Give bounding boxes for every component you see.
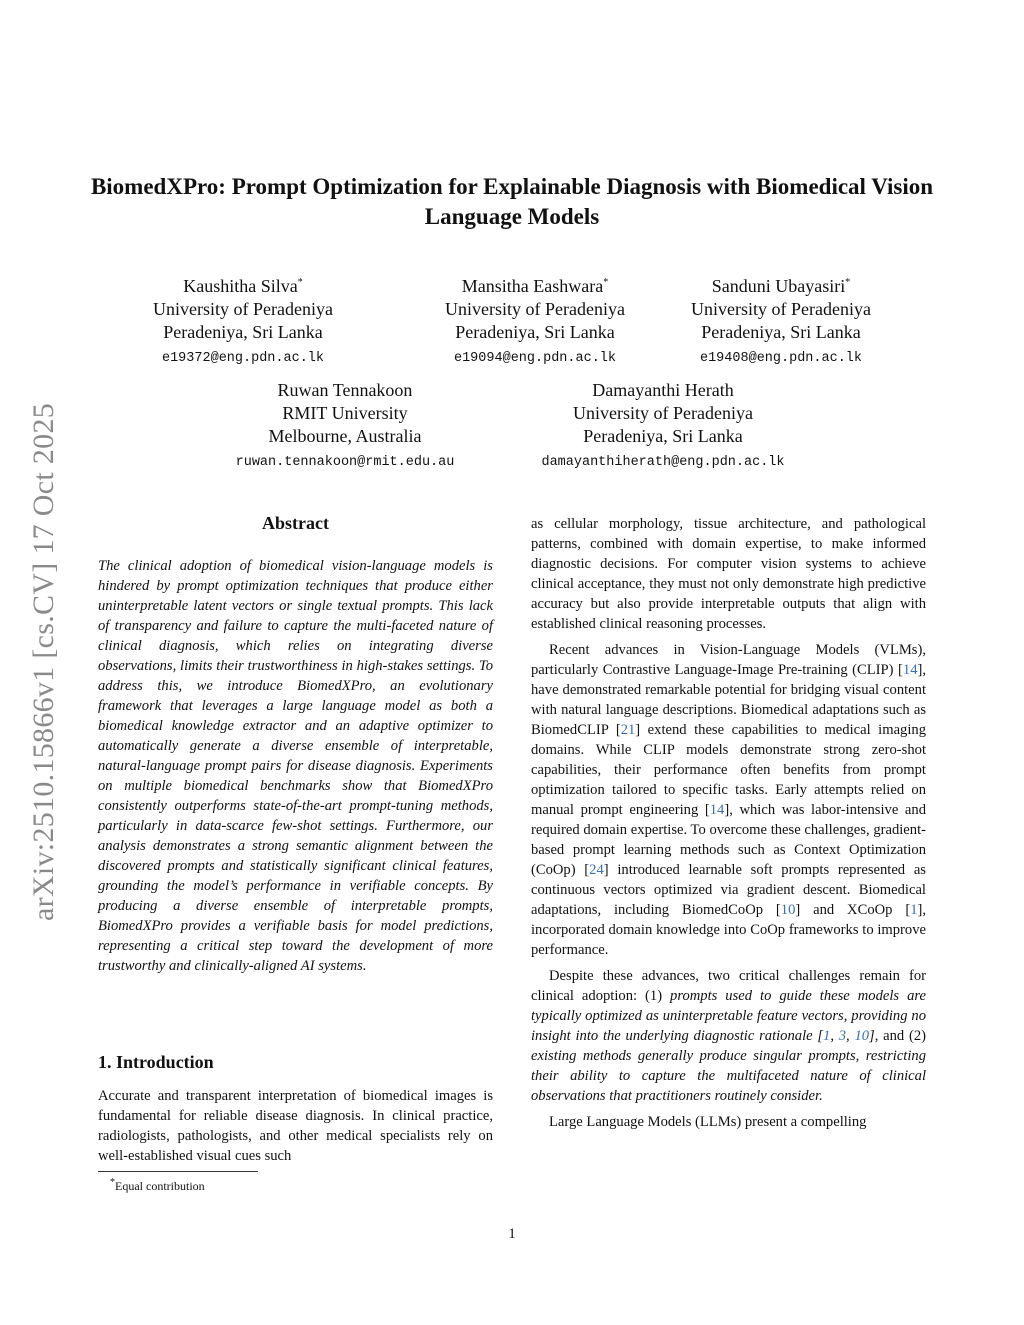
paper-title: BiomedXPro: Prompt Optimization for Explainable Diagnosis with Biomedical Vision Language Models [90, 174, 934, 229]
author-block-1: Kaushitha Silva* University of Peradeniya Peradeniya, Sri Lanka e19372@eng.pdn.ac.lk [143, 271, 343, 368]
author-email[interactable]: e19094@eng.pdn.ac.lk [453, 351, 617, 366]
author-location: Peradeniya, Sri Lanka [163, 322, 323, 342]
citation-link[interactable]: 1 [823, 1028, 831, 1044]
page-number: 1 [508, 1226, 516, 1242]
author-email[interactable]: e19372@eng.pdn.ac.lk [161, 351, 325, 366]
author-name: Ruwan Tennakoon [277, 380, 413, 400]
citation-link[interactable]: 14 [709, 802, 725, 818]
author-block-3: Sanduni Ubayasiri* University of Peradeniya Peradeniya, Sri Lanka e19408@eng.pdn.ac.lk [678, 271, 884, 368]
author-block-4 [215, 375, 475, 472]
citation-link[interactable]: 3 [838, 1028, 847, 1044]
citation-link[interactable]: 14 [902, 662, 918, 678]
right-paragraph-3: Despite these advances, two critical challenges remain for clinical adoption: (1) prompts used to guide these models are typically optimized as uninterpretable feature vectors, providing no insight into the underlying diagnostic rationale [1, 3, 10], and (2) existing methods generally produce singular prompts, restricting their ability to capture the multifaceted nature of clinical observations that practitioners routinely consider. [531, 968, 926, 1104]
right-paragraph-2: Recent advances in Vision-Language Models (VLMs), particularly Contrastive Language-Image Pre-training (CLIP) [14], have demonstrated remarkable potential for bridging visual content with natural language descriptions. Biomedical adaptations such as BiomedCLIP [21] extend these capabilities to medical imaging domains. While CLIP models demonstrate strong zero-shot capabilities, their performance often benefits from prompt optimization tailored to specific tasks. Early attempts relied on manual prompt engineering [14], which was labor-intensive and required domain expertise. To overcome these challenges, gradient-based prompt learning methods such as Context Optimization (CoOp) [24] introduced learnable soft prompts represented as continuous vectors optimized via gradient descent. Biomedical adaptations, including BiomedCoOp [10] and XCoOp [1], incorporated domain knowledge into CoOp frameworks to improve performance. [531, 642, 926, 958]
citation-link[interactable]: 21 [620, 722, 636, 738]
author-email[interactable]: e19408@eng.pdn.ac.lk [699, 351, 863, 366]
author-block-5 [518, 375, 808, 472]
citation-link[interactable]: 10 [780, 902, 796, 918]
author-affiliation: University of Peradeniya [445, 299, 625, 319]
author-location: Peradeniya, Sri Lanka [701, 322, 861, 342]
author-affiliation: University of Peradeniya [153, 299, 333, 319]
author-location: Peradeniya, Sri Lanka [455, 322, 615, 342]
introduction-paragraph-1: Accurate and transparent interpretation of biomedical images is fundamental for reliable disease diagnosis. In clinical practice, radiologists, pathologists, and other medical specialists rely on well-established visual cues such [98, 1088, 493, 1164]
right-paragraph-1: as cellular morphology, tissue architecture, and pathological patterns, combined with domain expertise, to make informed diagnostic decisions. For computer vision systems to achieve clinical acceptance, they must not only demonstrate high predictive accuracy but also provide interpretable outputs that align with established clinical reasoning processes. [531, 516, 926, 632]
footnote-rule [98, 1171, 258, 1172]
author-name: Mansitha Eashwara [461, 276, 604, 296]
right-paragraph-4: Large Language Models (LLMs) present a compelling [549, 1114, 867, 1130]
author-block-2: Mansitha Eashwara* University of Peradeniya Peradeniya, Sri Lanka e19094@eng.pdn.ac.lk [430, 271, 640, 368]
citation-link[interactable]: 1 [910, 902, 918, 918]
abstract-heading: Abstract [262, 513, 329, 533]
author-name: Kaushitha Silva [183, 276, 298, 296]
abstract-body: The clinical adoption of biomedical vision-language models is hindered by prompt optimization techniques that produce either uninterpretable latent vectors or single textual prompts. This lack of transparency and failure to capture the multi-faceted nature of clinical diagnosis, which relies on integrating diverse observations, limits their trustworthiness in high-stakes settings. To address this, we introduce BiomedXPro, an evolutionary framework that leverages a large language model as both a biomedical knowledge extractor and an adaptive optimizer to automatically generate a diverse ensemble of interpretable, natural-language prompt pairs for disease diagnosis. Experiments on multiple biomedical benchmarks show that BiomedXPro consistently outperforms state-of-the-art prompt-tuning methods, particularly in data-scarce few-shot settings. Furthermore, our analysis demonstrates a strong semantic alignment between the discovered prompts and statistically significant clinical features, grounding the model’s performance in verifiable concepts. By producing a diverse ensemble of interpretable prompts, BiomedXPro provides a verifiable basis for model predictions, representing a critical step toward the development of more trustworthy and clinically-aligned AI systems. [98, 558, 493, 974]
author-affiliation: RMIT University [282, 403, 408, 423]
author-affiliation: University of Peradeniya [573, 403, 753, 423]
author-location: Peradeniya, Sri Lanka [583, 426, 743, 446]
author-name: Damayanthi Herath [592, 380, 734, 400]
author-location: Melbourne, Australia [268, 426, 422, 446]
right-column [531, 514, 926, 1132]
citation-link[interactable]: 10 [854, 1028, 870, 1044]
author-affiliation: University of Peradeniya [691, 299, 871, 319]
author-email[interactable]: damayanthiherath@eng.pdn.ac.lk [541, 455, 785, 470]
author-name: Sanduni Ubayasiri [711, 276, 846, 296]
author-email[interactable]: ruwan.tennakoon@rmit.edu.au [235, 455, 455, 470]
footnote: *Equal contribution [110, 1177, 205, 1193]
section-heading-introduction: 1. Introduction [98, 1052, 214, 1072]
citation-link[interactable]: 24 [589, 862, 604, 878]
